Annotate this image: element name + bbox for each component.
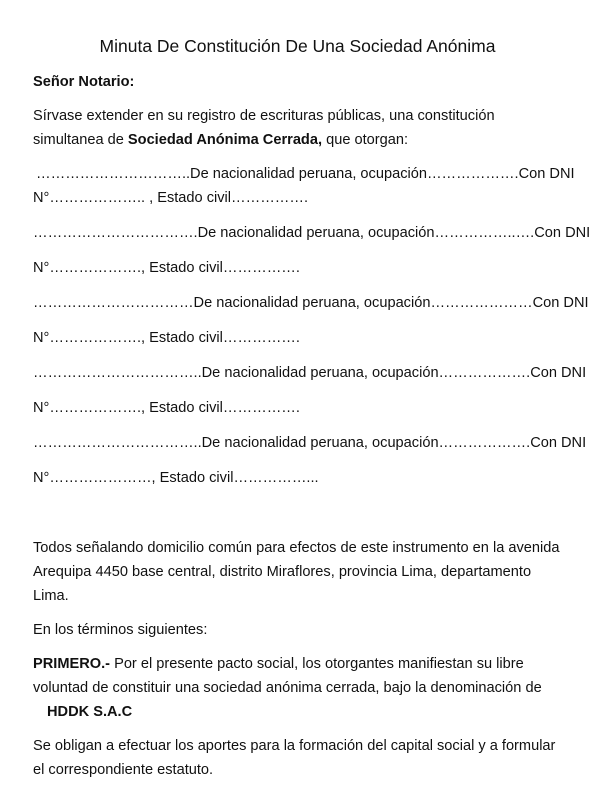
party-name-blank: …………………………….. [33,435,202,451]
party-civil-line [33,396,562,420]
party-name-blank: ………………………….. [36,166,191,182]
first-clause [33,652,562,724]
party-civil-status: N°……………….. , Estado civil……………. [33,190,309,206]
party-line [33,361,587,385]
first-clause-text: Por el presente pacto social, los otorgantes manifiestan su libre voluntad de constituir una sociedad anónima cerrada, bajo la denominación de [33,656,542,696]
party-name-blank: ……………………………. [33,225,198,241]
party-block-2 [33,221,591,280]
intro-paragraph [33,104,562,152]
party-block-4 [33,361,587,420]
party-civil-line [33,466,562,490]
obligation-paragraph: Se obligan a efectuar los aportes para la formación del capital social y a formular el correspondiente estatuto. [33,738,556,778]
party-block-5 [33,431,587,490]
party-nationality: De nacionalidad peruana, ocupación………………. [190,166,519,182]
party-civil-line [33,256,562,280]
domicile-paragraph: Todos señalando domicilio común para efectos de este instrumento en la avenida Arequipa 4450 base central, distrito Miraflores, provincia Lima, departamento Lima. [33,540,560,604]
party-line [33,221,591,245]
party-civil-status: N°………………., Estado civil……………. [33,330,300,346]
party-name-blank: …………………………… [33,295,194,311]
party-civil-status: N°………………., Estado civil……………. [33,400,300,416]
party-nationality: De nacionalidad peruana, ocupación………………. [201,365,531,381]
party-block-3 [33,291,589,350]
party-block-1 [33,162,575,210]
party-name-blank: …………………………….. [33,365,202,381]
terms-intro: En los términos siguientes: [33,622,208,638]
party-dni-label: Con DNI [530,365,587,381]
party-line [33,291,589,315]
company-name: HDDK S.A.C [47,704,133,720]
party-dni-label: Con DNI [534,225,591,241]
intro-company-type: Sociedad Anónima Cerrada, [127,132,323,148]
party-civil-line [33,326,562,350]
party-nationality: De nacionalidad peruana, ocupación……………..…. [197,225,535,241]
party-civil-line [33,186,562,210]
document-title: Minuta De Constitución De Una Sociedad Anónima [99,36,496,56]
party-line [33,431,587,455]
party-dni-label: Con DNI [532,295,589,311]
intro-text-end: que otorgan: [322,132,409,148]
intro-text-start: Sírvase extender en su registro de escrituras públicas, una constitución simultanea de [33,108,495,148]
salutation: Señor Notario: [33,74,135,90]
party-civil-status: N°………………., Estado civil……………. [33,260,300,276]
first-clause-label: PRIMERO.- [33,656,111,672]
party-dni-label: Con DNI [530,435,587,451]
party-civil-status: N°…………………, Estado civil……………... [33,470,319,486]
party-dni-label: Con DNI [518,166,575,182]
party-nationality: De nacionalidad peruana, ocupación………………. [201,435,531,451]
party-nationality: De nacionalidad peruana, ocupación………………… [193,295,533,311]
party-line [33,162,575,186]
